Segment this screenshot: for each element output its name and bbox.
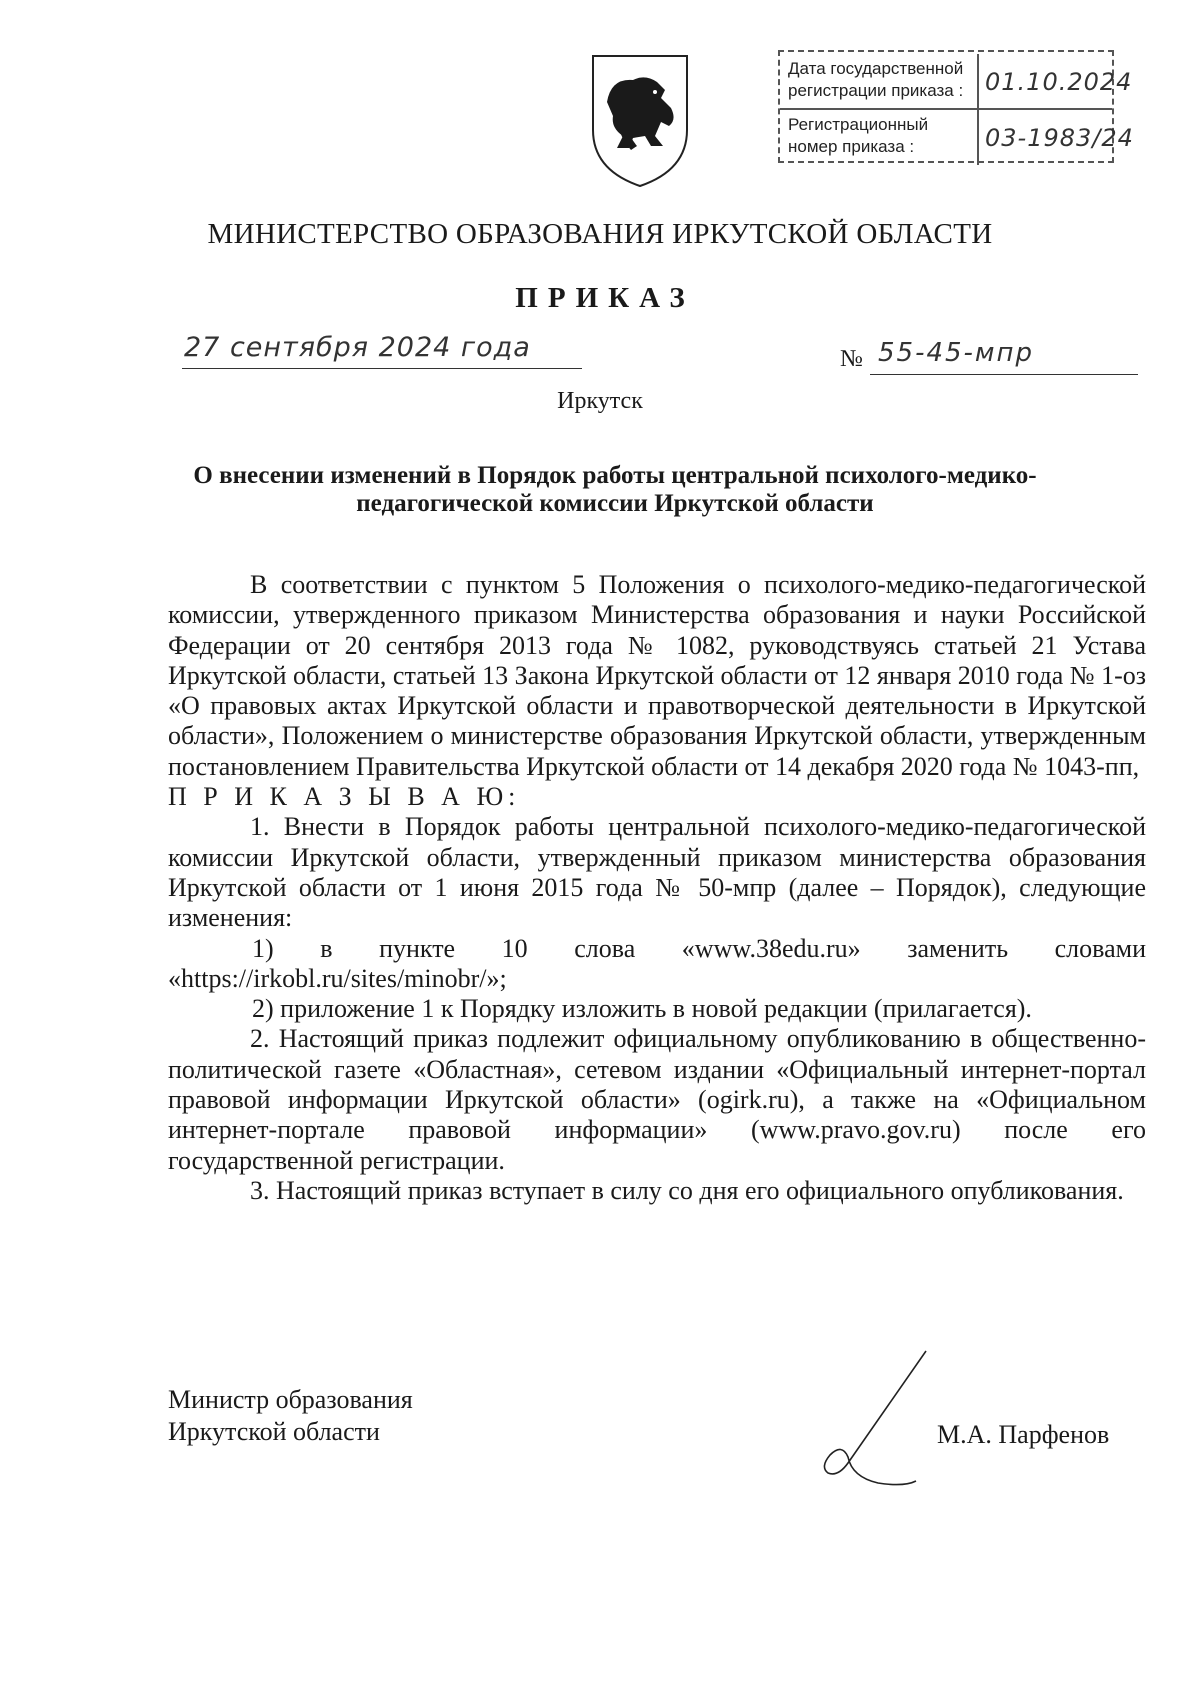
- city: Иркутск: [557, 388, 643, 414]
- coat-of-arms-emblem: [585, 50, 695, 190]
- number-sign: №: [840, 346, 863, 372]
- order-date: 27 сентября 2024 года: [184, 332, 531, 363]
- stamp-date-value: 01.10.2024: [985, 68, 1133, 96]
- item-3-paragraph: 3. Настоящий приказ вступает в силу со дня его официального опубликования.: [250, 1175, 1124, 1205]
- stamp-number-value: 03-1983/24: [985, 124, 1134, 152]
- signatory-position: [168, 1384, 413, 1448]
- item-1-2-paragraph: 2) приложение 1 к Порядку изложить в новой редакции (прилагается).: [252, 994, 1032, 1024]
- signatory-position-line1: Министр образования: [168, 1385, 413, 1414]
- item-1-1-paragraph: 1) в пункте 10 слова «www.38edu.ru» заменить словами «https://irkobl.ru/sites/minobr/»;: [168, 933, 1146, 993]
- order-body: [168, 570, 1146, 1206]
- order-word: П Р И К А З Ы В А Ю:: [168, 782, 521, 812]
- stamp-row-date: [780, 54, 1133, 109]
- stamp-number-label: Регистрационный номер приказа :: [788, 115, 929, 156]
- registration-stamp: [778, 50, 1134, 163]
- order-title: О внесении изменений в Порядок работы центральной психолого-медико-педагогической комиссии Иркутской области: [193, 462, 1037, 517]
- stamp-divider: [977, 110, 979, 165]
- signatory-position-line2: Иркутской области: [168, 1417, 380, 1446]
- preamble-paragraph: В соответствии с пунктом 5 Положения о психолого-медико-педагогической комиссии, утвержденного приказом Министерства образования и науки Российской Федерации от 20 сентября 2013 года № 1082, руководствуясь статьей 21 Устава Иркутской области, статьей 13 Закона Иркутской области от 12 января 2010 года № 1-оз «О правовых актах Иркутской области и правотворческой деятельности в Иркутской области», Положением о министерстве образования Иркутской области, утвержденным постановлением Правительства Иркутской области от 14 декабря 2020 года № 1043-пп,: [168, 570, 1146, 781]
- order-number-line: [870, 336, 1138, 375]
- item-2-paragraph: 2. Настоящий приказ подлежит официальному опубликованию в общественно-политической газете «Областная», сетевом издании «Официальный интернет-портал правовой информации Иркутской области» (ogirk.ru), а также на «Официальном интернет-портале правовой информации» (www.pravo.gov.ru) после его государственной регистрации.: [168, 1024, 1146, 1175]
- item-1-paragraph: 1. Внести в Порядок работы центральной психолого-медико-педагогической комиссии Иркутской области, утвержденный приказом министерства образования Иркутской области от 1 июня 2015 года № 50-мпр (далее – Порядок), следующие изменения:: [168, 812, 1146, 933]
- stamp-divider: [977, 54, 979, 109]
- stamp-row-number: [780, 108, 1134, 165]
- order-date-line: [182, 332, 582, 369]
- handwritten-signature: [808, 1345, 958, 1495]
- stamp-date-label: Дата государственной регистрации приказа :: [788, 59, 964, 100]
- ministry-name: МИНИСТЕРСТВО ОБРАЗОВАНИЯ ИРКУТСКОЙ ОБЛАСТИ: [207, 218, 993, 250]
- document-type: ПРИКАЗ: [515, 282, 695, 314]
- signatory-name: М.А. Парфенов: [937, 1420, 1110, 1449]
- order-number: 55-45-мпр: [878, 338, 1035, 368]
